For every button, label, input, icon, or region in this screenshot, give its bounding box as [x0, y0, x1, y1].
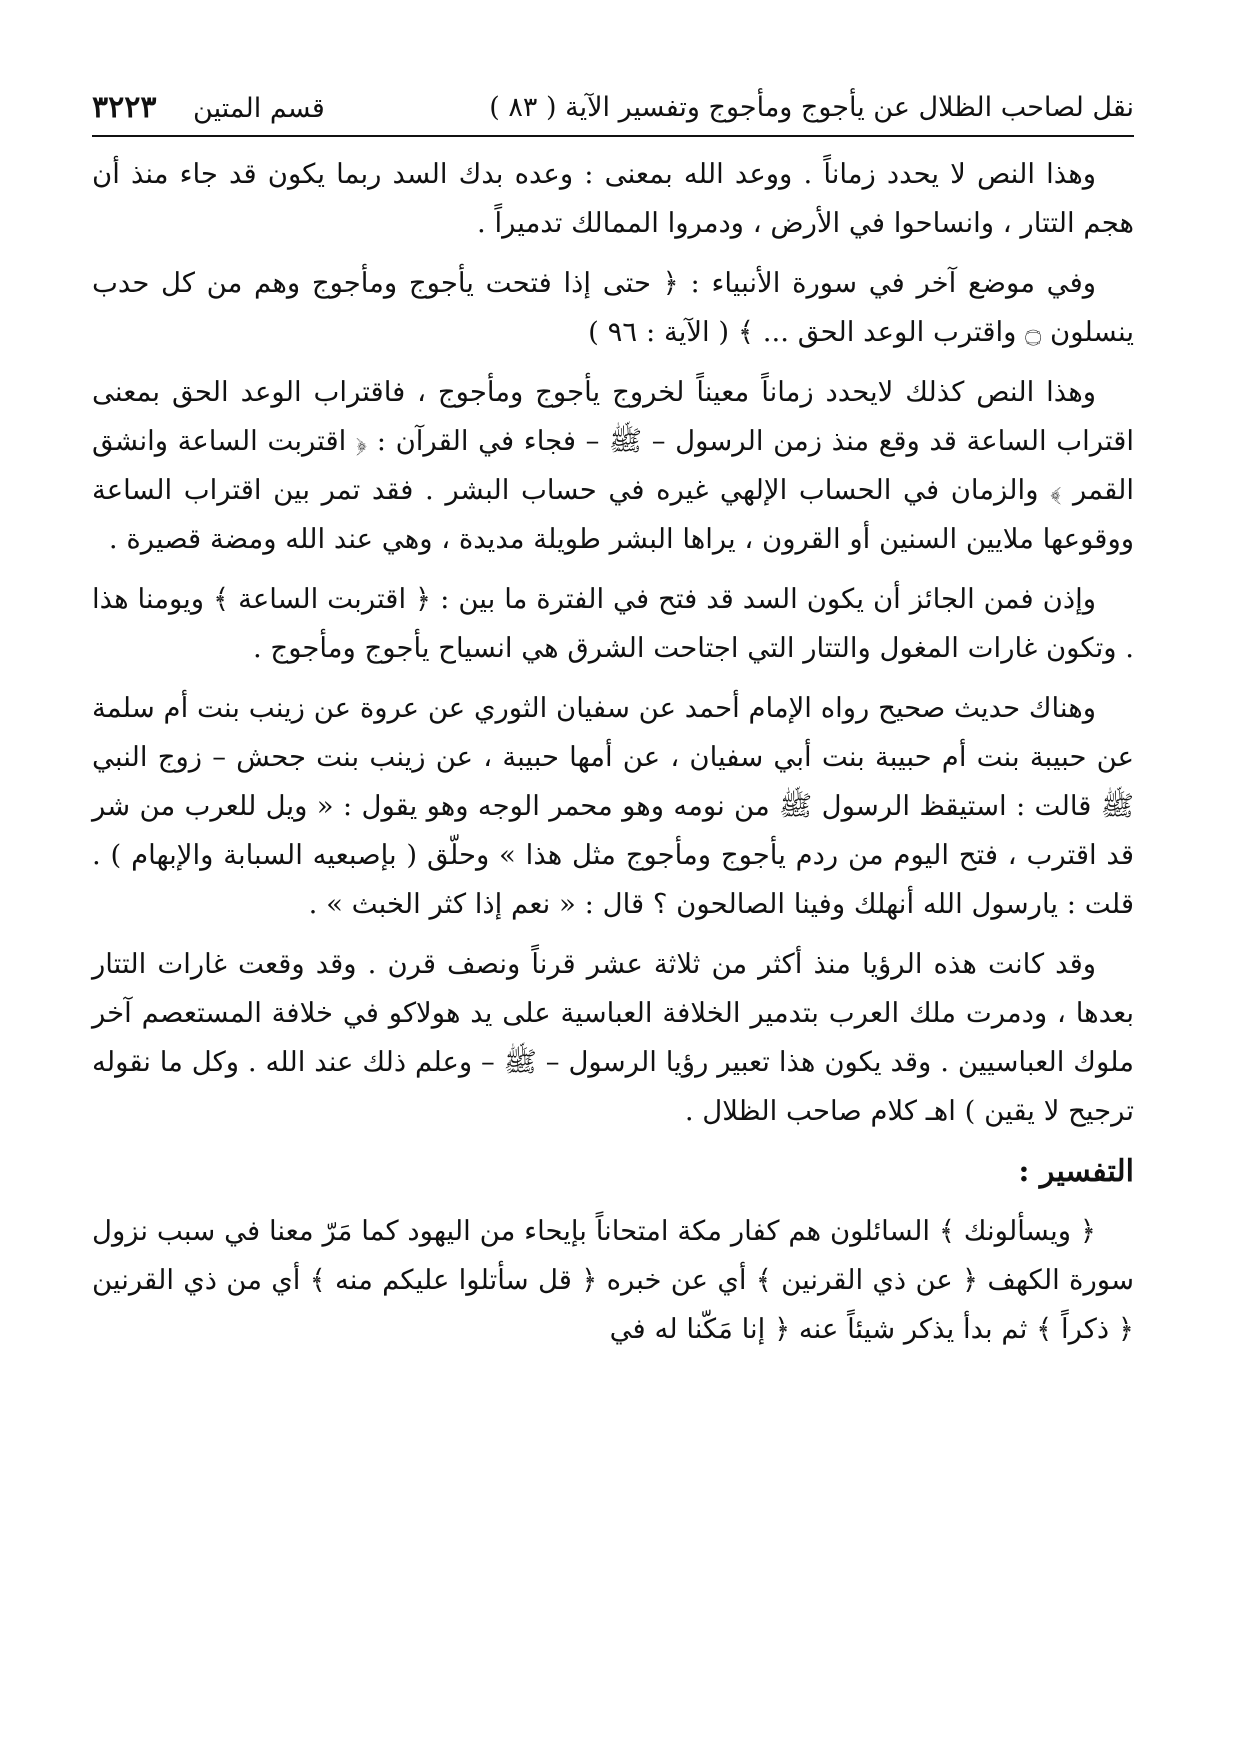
page-number: ٣٢٢٣ [92, 90, 157, 125]
page-body [92, 150, 1134, 1365]
running-header [92, 84, 1134, 132]
tafsir-paragraph: ﴿ ويسألونك ﴾ السائلون هم كفار مكة امتحاناً بإيحاء من اليهود كما مَرّ معنا في سبب نزول سورة الكهف ﴿ عن ذي القرنين ﴾ أي عن خبره ﴿ قل سأتلوا عليكم منه ﴾ أي من ذي القرنين ﴿ ذكراً ﴾ ثم بدأ يذكر شيئاً عنه ﴿ إنا مَكّنا له في [92, 1215, 1134, 1345]
section-heading-tafsir: التفسير : [1018, 1154, 1134, 1189]
paragraph-4: وإذن فمن الجائز أن يكون السد قد فتح في الفترة ما بين : ﴿ اقتربت الساعة ﴾ ويومنا هذا . وتكون غارات المغول والتتار التي اجتاحت الشرق هي انسياح يأجوج ومأجوج . [92, 583, 1134, 664]
header-left-group [92, 84, 325, 133]
paragraph-5: وهناك حديث صحيح رواه الإمام أحمد عن سفيان الثوري عن عروة عن زينب بنت أم سلمة عن حبيبة بنت أم حبيبة بنت أبي سفيان ، عن أمها حبيبة ، عن زينب بنت جحش – زوج النبي ﷺ قالت : استيقظ الرسول ﷺ من نومه وهو محمر الوجه وهو يقول : « ويل للعرب من شر قد اقترب ، فتح اليوم من ردم يأجوج ومأجوج مثل هذا » وحلّق ( بإصبعيه السبابة والإبهام ) . قلت : يارسول الله أنهلك وفينا الصالحون ؟ قال : « نعم إذا كثر الخبث » . [92, 692, 1134, 920]
paragraph-1: وهذا النص لا يحدد زماناً . ووعد الله بمعنى : وعده بدك السد ربما يكون قد جاء منذ أن هجم التتار ، وانساحوا في الأرض ، ودمروا الممالك تدميراً . [92, 158, 1134, 239]
header-divider [92, 135, 1134, 137]
paragraph-2: وفي موضع آخر في سورة الأنبياء : ﴿ حتى إذا فتحت يأجوج ومأجوج وهم من كل حدب ينسلون ۝ واقترب الوعد الحق ... ﴾ ( الآية : ٩٦ ) [92, 267, 1134, 348]
paragraph-6: وقد كانت هذه الرؤيا منذ أكثر من ثلاثة عشر قرناً ونصف قرن . وقد وقعت غارات التتار بعدها ، ودمرت ملك العرب بتدمير الخلافة العباسية على يد هولاكو في خلافة المستعصم آخر ملوك العباسيين . وقد يكون هذا تعبير رؤيا الرسول – ﷺ – وعلم ذلك عند الله . وكل ما نقوله ترجيح لا يقين ) اهـ كلام صاحب الظلال . [92, 948, 1134, 1127]
header-section-name: قسم المتين [193, 93, 325, 124]
paragraph-3: وهذا النص كذلك لايحدد زماناً معيناً لخروج يأجوج ومأجوج ، فاقتراب الوعد الحق بمعنى اقتراب الساعة قد وقع منذ زمن الرسول – ﷺ – فجاء في القرآن : ﴿ اقتربت الساعة وانشق القمر ﴾ والزمان في الحساب الإلهي غيره في حساب البشر . فقد تمر بين اقتراب الساعة ووقوعها ملايين السنين أو القرون ، يراها البشر طويلة مديدة ، وهي عند الله ومضة قصيرة . [92, 376, 1134, 555]
header-title: نقل لصاحب الظلال عن يأجوج ومأجوج وتفسير الآية ( ٨٣ ) [489, 92, 1134, 123]
